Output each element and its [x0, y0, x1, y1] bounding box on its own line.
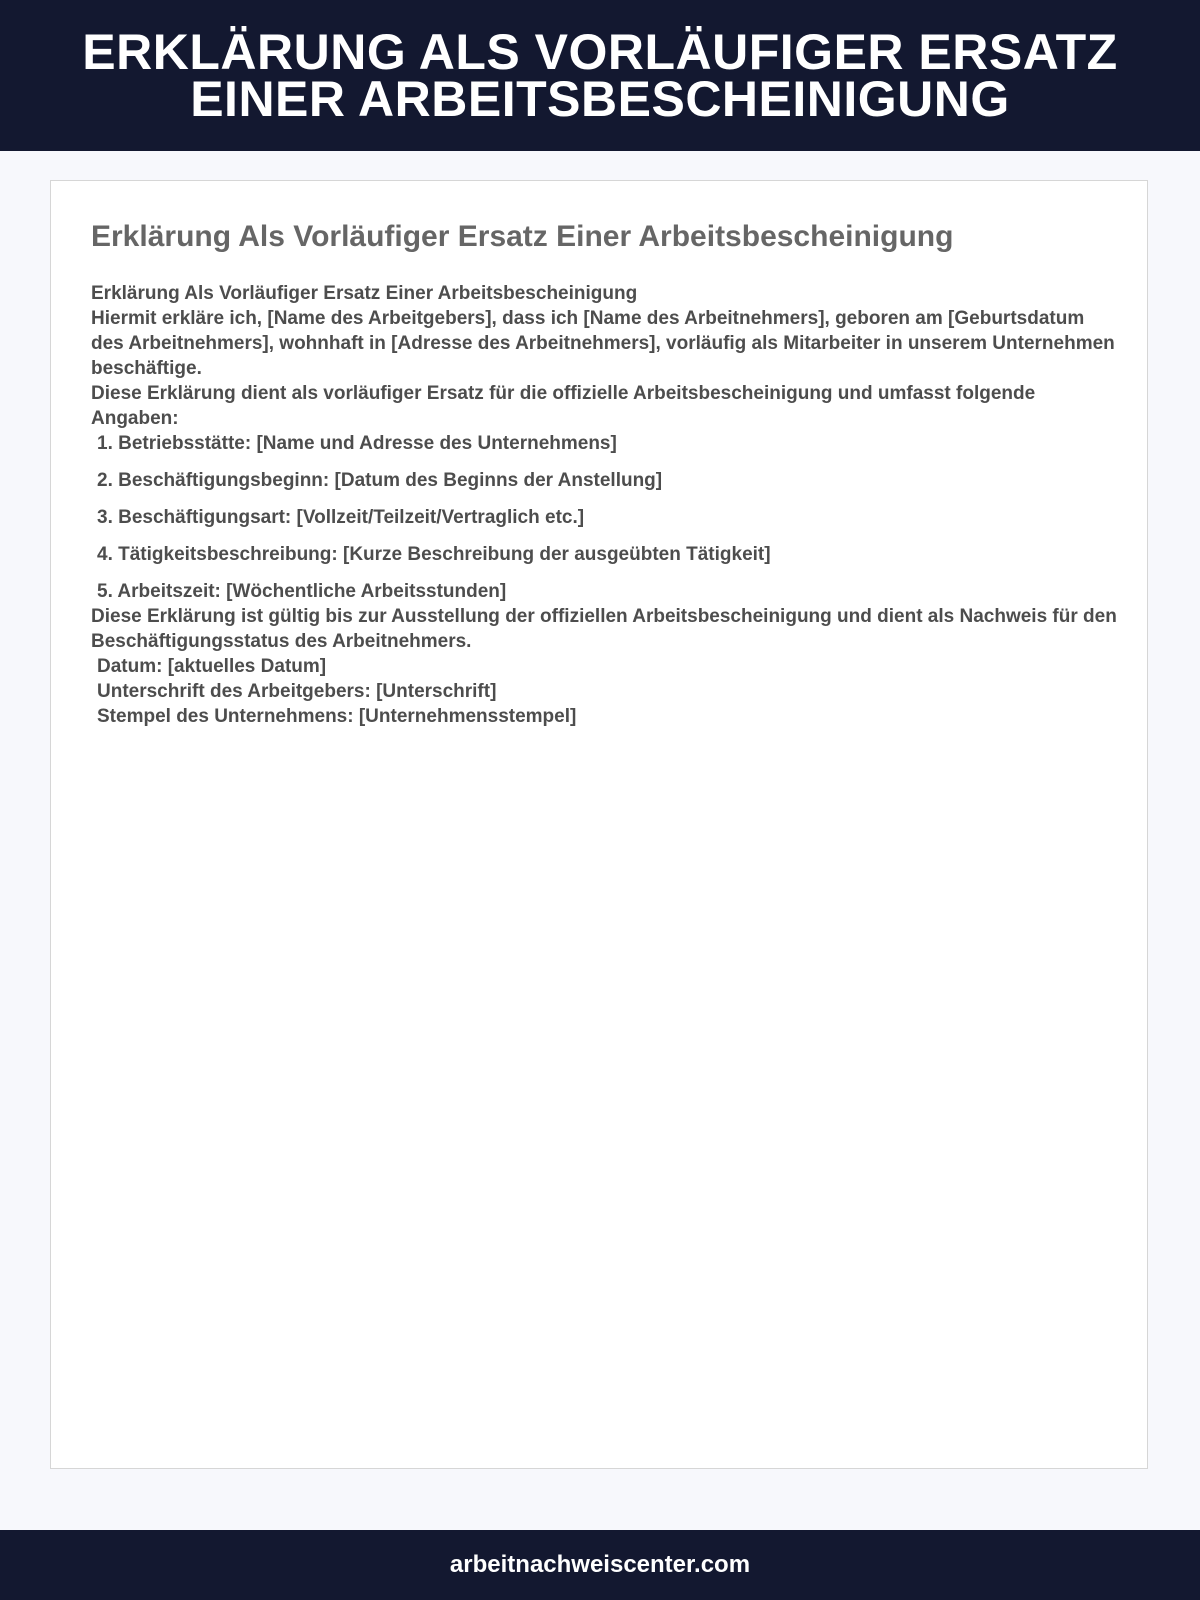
signature-line: Unterschrift des Arbeitgebers: [Unterschrift]	[97, 681, 497, 702]
document-content	[91, 219, 1121, 729]
validity-paragraph: Diese Erklärung ist gültig bis zur Ausstellung der offiziellen Arbeitsbescheinigung und dient als Nachweis für den Beschäftigungsstatus des Arbeitnehmers.	[91, 606, 1117, 652]
date-line: Datum: [aktuelles Datum]	[97, 656, 327, 677]
document-subtitle: Erklärung Als Vorläufiger Ersatz Einer Arbeitsbescheinigung	[91, 283, 638, 304]
stamp-line: Stempel des Unternehmens: [Unternehmensstempel]	[97, 706, 577, 727]
footer-site-link[interactable]: arbeitnachweiscenter.com	[449, 1551, 751, 1578]
details-list	[91, 431, 1121, 604]
document-body	[91, 281, 1121, 729]
list-item: 4. Tätigkeitsbeschreibung: [Kurze Beschreibung der ausgeübten Tätigkeit]	[97, 544, 771, 565]
page-header	[0, 0, 1200, 151]
list-item: 2. Beschäftigungsbeginn: [Datum des Beginns der Anstellung]	[97, 470, 663, 491]
list-item: 5. Arbeitszeit: [Wöchentliche Arbeitsstunden]	[97, 581, 507, 602]
page-footer	[0, 1530, 1200, 1600]
list-item: 1. Betriebsstätte: [Name und Adresse des Unternehmens]	[97, 433, 617, 454]
list-item: 3. Beschäftigungsart: [Vollzeit/Teilzeit/Vertraglich etc.]	[97, 507, 585, 528]
purpose-paragraph: Diese Erklärung dient als vorläufiger Ersatz für die offizielle Arbeitsbescheinigung und umfasst folgende Angaben:	[91, 383, 1036, 429]
page-header-title: ERKLÄRUNG ALS VORLÄUFIGER ERSATZ EINER ARBEITSBESCHEINIGUNG	[82, 23, 1118, 127]
document-card	[50, 180, 1148, 1469]
intro-paragraph: Hiermit erkläre ich, [Name des Arbeitgebers], dass ich [Name des Arbeitnehmers], geboren am [Geburtsdatum des Arbeitnehmers], wohnhaft in [Adresse des Arbeitnehmers], vorläufig als Mitarbeiter in unserem Unternehmen beschäftige.	[91, 308, 1115, 379]
document-title: Erklärung Als Vorläufiger Ersatz Einer Arbeitsbescheinigung	[91, 220, 954, 253]
